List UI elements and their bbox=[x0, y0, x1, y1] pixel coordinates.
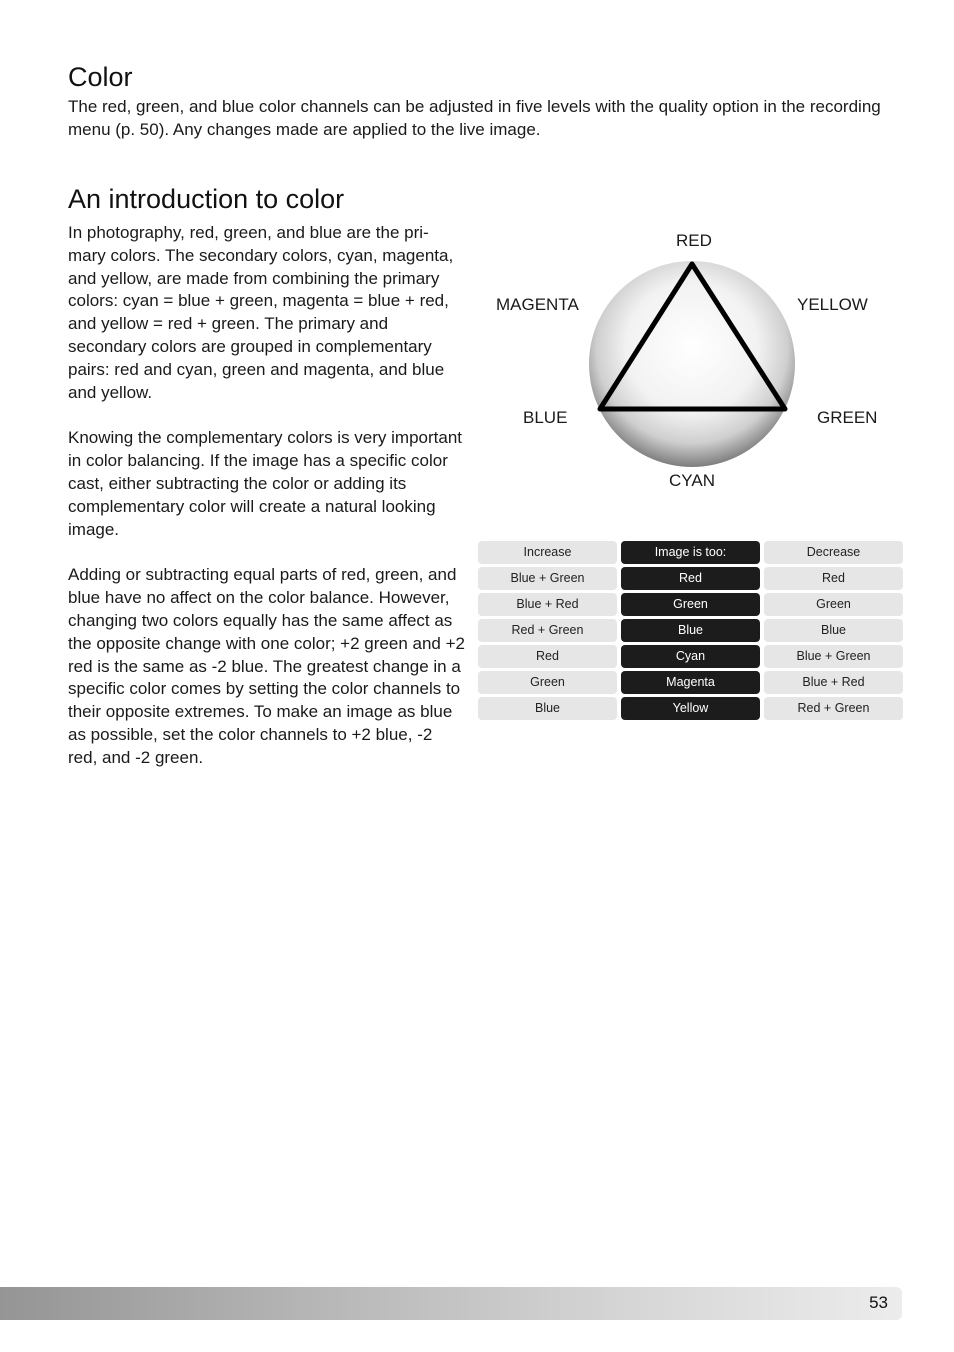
cell-cast: Blue bbox=[621, 619, 760, 642]
cell-decrease: Blue + Red bbox=[764, 671, 903, 694]
label-red: RED bbox=[676, 231, 712, 250]
color-wheel-diagram bbox=[478, 222, 902, 502]
cell-decrease: Blue + Green bbox=[764, 645, 903, 668]
header-image-is-too: Image is too: bbox=[621, 541, 760, 564]
cell-decrease: Red bbox=[764, 567, 903, 590]
color-correction-table bbox=[478, 541, 902, 720]
label-cyan: CYAN bbox=[669, 471, 715, 490]
cell-increase: Blue + Green bbox=[478, 567, 617, 590]
label-magenta: MAGENTA bbox=[496, 295, 579, 314]
cell-cast: Red bbox=[621, 567, 760, 590]
color-wheel-graphic bbox=[478, 222, 902, 502]
cell-increase: Green bbox=[478, 671, 617, 694]
page-number: 53 bbox=[869, 1293, 888, 1312]
footer-bar bbox=[0, 1287, 902, 1320]
intro-paragraph-2: Knowing the complementary colors is very important in color balancing. If the image has a specific color cast, either subtracting the color or adding its complementary color will create a natural looking image. bbox=[68, 428, 462, 539]
intro-body bbox=[68, 222, 466, 793]
cell-cast: Green bbox=[621, 593, 760, 616]
cell-cast: Yellow bbox=[621, 697, 760, 720]
cell-cast: Cyan bbox=[621, 645, 760, 668]
cell-decrease: Red + Green bbox=[764, 697, 903, 720]
header-increase: Increase bbox=[478, 541, 617, 564]
header-decrease: Decrease bbox=[764, 541, 903, 564]
intro-paragraph-3: Adding or subtracting equal parts of red, green, and blue have no affect on the color balance. However, changing two colors equally has the same affect as the opposite change with one color; +2 green and +2 red is the same as -2 blue. The greatest change in a specific color comes by setting the color channels to their opposite extremes. To make an image as blue as possible, set the color channels to +2 blue, -2 red, and -2 green. bbox=[68, 565, 465, 767]
cell-decrease: Green bbox=[764, 593, 903, 616]
cell-decrease: Blue bbox=[764, 619, 903, 642]
color-description: The red, green, and blue color channels can be adjusted in five levels with the quality option in the recording menu (p. 50). Any changes made are applied to the live image. bbox=[68, 97, 881, 139]
intro-paragraph-1: In photography, red, green, and blue are the pri-mary colors. The secondary colors, cyan, magenta, and yellow, are made from combining the primary colors: cyan = blue + green, magenta = blue + red, and yellow = red + green. The primary and secondary colors are grouped in complementary pairs: red and cyan, green and magenta, and blue and yellow. bbox=[68, 223, 454, 402]
label-yellow: YELLOW bbox=[797, 295, 868, 314]
section-title-color: Color bbox=[68, 62, 133, 92]
cell-increase: Blue + Red bbox=[478, 593, 617, 616]
label-blue: BLUE bbox=[523, 408, 568, 427]
section-title-intro: An introduction to color bbox=[68, 184, 345, 214]
sphere bbox=[589, 261, 795, 467]
cell-increase: Red + Green bbox=[478, 619, 617, 642]
cell-increase: Red bbox=[478, 645, 617, 668]
cell-cast: Magenta bbox=[621, 671, 760, 694]
cell-increase: Blue bbox=[478, 697, 617, 720]
label-green: GREEN bbox=[817, 408, 878, 427]
